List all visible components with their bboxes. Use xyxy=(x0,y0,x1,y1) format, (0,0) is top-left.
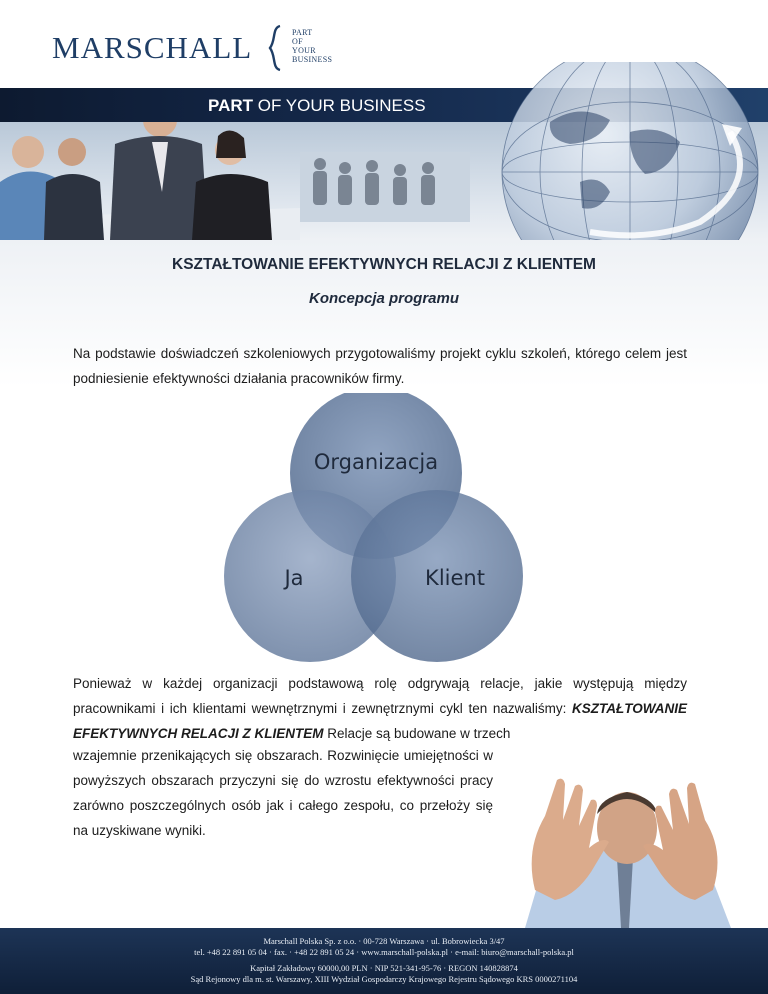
document-title: KSZTAŁTOWANIE EFEKTYWNYCH RELACJI Z KLIENTEM xyxy=(172,256,596,273)
footer-registry-capital: Kapitał Zakładowy 60000,00 PLN · NIP 521-341-95-76 · REGON 140828874 xyxy=(250,963,518,973)
logo-tagline: PART OF YOUR BUSINESS xyxy=(292,28,333,64)
venn-label-klient: Klient xyxy=(425,566,485,590)
body-paragraph: Ponieważ w każdej organizacji podstawową rolę odgrywają relacje, jakie występują między pracownikami i ich klientami wewnętrznymi i zewnętrznymi cykl ten nazwaliśmy: KSZTAŁTOWANIE EFEKTYWNYCH RELACJI Z KLIENTEM Relacje są budowane w trzech xyxy=(73,676,687,741)
document-subtitle: Koncepcja programu xyxy=(308,290,460,307)
globe-graphic xyxy=(430,62,768,240)
venn-label-organizacja: Organizacja xyxy=(313,450,439,474)
venn-label-ja: Ja xyxy=(284,566,304,590)
footer-company-address: Marschall Polska Sp. z o.o. · 00-728 Warszawa · ul. Bobrowiecka 3/47 xyxy=(263,936,505,946)
footer-contact: tel. +48 22 891 05 04 · fax. · +48 22 891 05 24 · www.marschall-polska.pl · e-mail: biuro@marschall-polska.pl xyxy=(194,947,574,957)
logo-brace-icon xyxy=(266,24,286,72)
venn-diagram xyxy=(222,393,526,663)
intro-paragraph: Na podstawie doświadczeń szkoleniowych przygotowaliśmy projekt cyklu szkoleń, którego celem jest podniesienie efektywności działania pracowników firmy. xyxy=(73,346,687,386)
logo-wordmark: MARSCHALL xyxy=(52,30,253,65)
banner-slogan: PART OF YOUR BUSINESS xyxy=(208,96,426,115)
man-framing-hands-photo xyxy=(505,740,745,928)
footer xyxy=(0,928,768,994)
footer-registry-court: Sąd Rejonowy dla m. st. Warszawy, XIII Wydział Gospodarczy Krajowego Rejestru Sądowego KRS 0000271104 xyxy=(190,974,578,984)
emphasized-title: KSZTAŁTOWANIE EFEKTYWNYCH RELACJI Z KLIENTEM xyxy=(73,701,687,741)
body-paragraph-continued: wzajemnie przenikających się obszarach. Rozwinięcie umiejętności w powyższych obszarach przyczyni się do wzrostu efektywności pracy zarówno poszczególnych osób jak i całego zespołu, co przełoży się na uzyskiwane wyniki. xyxy=(73,748,493,838)
